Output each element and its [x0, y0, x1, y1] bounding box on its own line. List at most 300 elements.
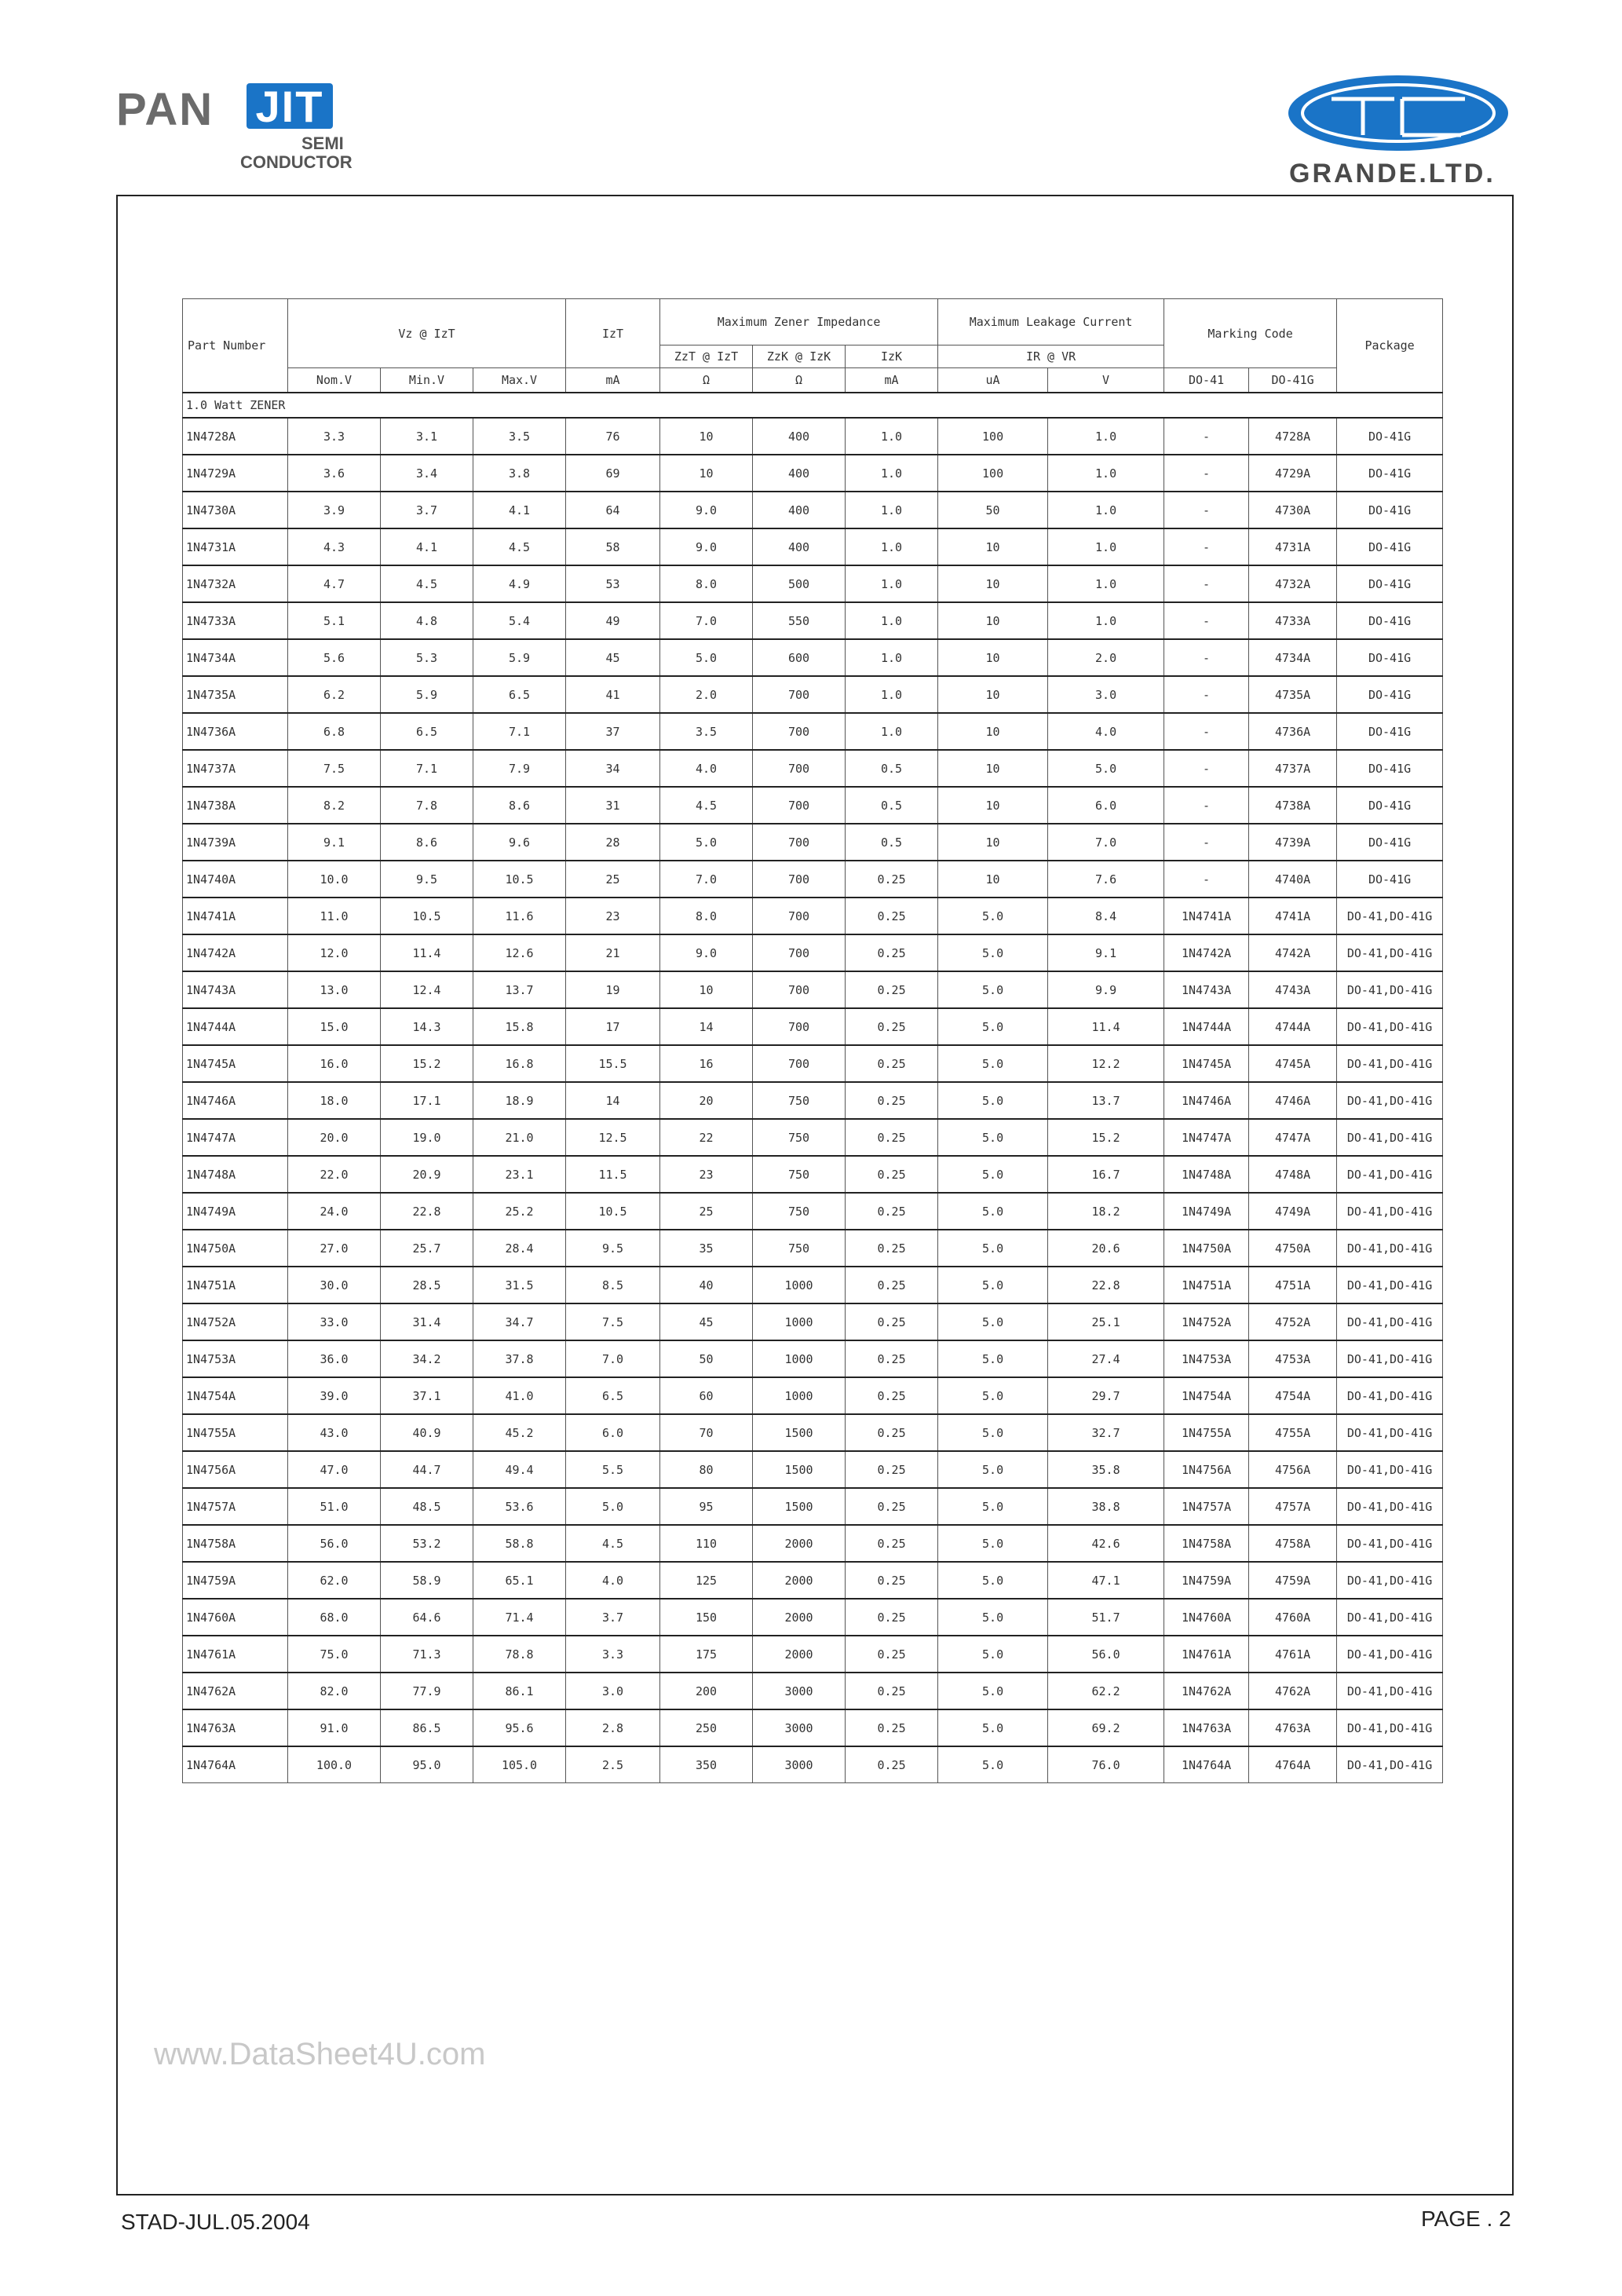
cell-vr: 29.7 — [1048, 1377, 1164, 1414]
footer-date: STAD-JUL.05.2004 — [121, 2210, 310, 2234]
cell-marking-do41g: 4752A — [1249, 1303, 1337, 1340]
cell-max-v: 15.8 — [473, 1008, 566, 1045]
cell-package: DO-41G — [1337, 602, 1443, 639]
cell-part-number: 1N4744A — [183, 1008, 288, 1045]
cell-vr: 1.0 — [1048, 528, 1164, 565]
cell-min-v: 6.5 — [381, 713, 473, 750]
header-do41: DO-41 — [1164, 368, 1249, 393]
cell-marking-do41g: 4733A — [1249, 602, 1337, 639]
cell-marking-do41g: 4756A — [1249, 1451, 1337, 1488]
cell-zzk: 1000 — [753, 1267, 846, 1303]
cell-marking-do41g: 4737A — [1249, 750, 1337, 787]
cell-nom-v: 39.0 — [288, 1377, 381, 1414]
cell-ir: 10 — [938, 787, 1048, 824]
cell-vr: 35.8 — [1048, 1451, 1164, 1488]
cell-package: DO-41G — [1337, 455, 1443, 492]
cell-izt: 76 — [566, 418, 660, 455]
cell-nom-v: 68.0 — [288, 1599, 381, 1636]
cell-part-number: 1N4750A — [183, 1230, 288, 1267]
cell-zzk: 1000 — [753, 1303, 846, 1340]
cell-package: DO-41,DO-41G — [1337, 1488, 1443, 1525]
cell-max-v: 3.5 — [473, 418, 566, 455]
cell-min-v: 3.1 — [381, 418, 473, 455]
cell-max-v: 5.4 — [473, 602, 566, 639]
cell-package: DO-41,DO-41G — [1337, 1636, 1443, 1673]
cell-nom-v: 5.6 — [288, 639, 381, 676]
cell-zzk: 400 — [753, 455, 846, 492]
table-row — [183, 1193, 1443, 1230]
cell-min-v: 15.2 — [381, 1045, 473, 1082]
cell-zzt: 10 — [660, 418, 753, 455]
cell-package: DO-41,DO-41G — [1337, 1008, 1443, 1045]
cell-package: DO-41,DO-41G — [1337, 1451, 1443, 1488]
cell-package: DO-41,DO-41G — [1337, 1562, 1443, 1599]
cell-vr: 27.4 — [1048, 1340, 1164, 1377]
cell-min-v: 95.0 — [381, 1746, 473, 1783]
cell-marking-do41g: 4747A — [1249, 1119, 1337, 1156]
cell-izk: 1.0 — [846, 565, 938, 602]
cell-max-v: 31.5 — [473, 1267, 566, 1303]
cell-zzk: 700 — [753, 861, 846, 898]
cell-izt: 14 — [566, 1082, 660, 1119]
cell-max-v: 105.0 — [473, 1746, 566, 1783]
cell-vr: 18.2 — [1048, 1193, 1164, 1230]
cell-ir: 10 — [938, 565, 1048, 602]
cell-ir: 10 — [938, 861, 1048, 898]
cell-izk: 0.25 — [846, 1119, 938, 1156]
cell-max-v: 13.7 — [473, 971, 566, 1008]
cell-package: DO-41G — [1337, 824, 1443, 861]
cell-marking-do41: 1N4747A — [1164, 1119, 1249, 1156]
cell-ir: 5.0 — [938, 1414, 1048, 1451]
cell-max-v: 49.4 — [473, 1451, 566, 1488]
cell-marking-do41g: 4764A — [1249, 1746, 1337, 1783]
table-row — [183, 1562, 1443, 1599]
cell-max-v: 7.9 — [473, 750, 566, 787]
cell-marking-do41g: 4742A — [1249, 934, 1337, 971]
cell-max-v: 6.5 — [473, 676, 566, 713]
cell-min-v: 37.1 — [381, 1377, 473, 1414]
cell-zzt: 20 — [660, 1082, 753, 1119]
header-do41g: DO-41G — [1249, 368, 1337, 393]
cell-izt: 4.0 — [566, 1562, 660, 1599]
header-part-number: Part Number — [183, 299, 288, 393]
cell-marking-do41: - — [1164, 528, 1249, 565]
cell-zzt: 3.5 — [660, 713, 753, 750]
cell-marking-do41: 1N4753A — [1164, 1340, 1249, 1377]
cell-izk: 0.25 — [846, 1303, 938, 1340]
cell-zzk: 2000 — [753, 1525, 846, 1562]
cell-izt: 2.5 — [566, 1746, 660, 1783]
cell-izk: 0.25 — [846, 1746, 938, 1783]
cell-max-v: 58.8 — [473, 1525, 566, 1562]
cell-vr: 51.7 — [1048, 1599, 1164, 1636]
cell-max-v: 25.2 — [473, 1193, 566, 1230]
cell-package: DO-41,DO-41G — [1337, 971, 1443, 1008]
cell-zzk: 700 — [753, 1045, 846, 1082]
cell-izk: 1.0 — [846, 676, 938, 713]
cell-marking-do41g: 4755A — [1249, 1414, 1337, 1451]
cell-ir: 5.0 — [938, 1636, 1048, 1673]
cell-part-number: 1N4732A — [183, 565, 288, 602]
cell-min-v: 9.5 — [381, 861, 473, 898]
table-row — [183, 1340, 1443, 1377]
table-row — [183, 1045, 1443, 1082]
cell-zzk: 1500 — [753, 1414, 846, 1451]
cell-nom-v: 13.0 — [288, 971, 381, 1008]
cell-min-v: 3.7 — [381, 492, 473, 528]
cell-zzt: 150 — [660, 1599, 753, 1636]
cell-min-v: 25.7 — [381, 1230, 473, 1267]
cell-izt: 34 — [566, 750, 660, 787]
cell-package: DO-41,DO-41G — [1337, 1673, 1443, 1709]
cell-part-number: 1N4739A — [183, 824, 288, 861]
cell-nom-v: 43.0 — [288, 1414, 381, 1451]
cell-nom-v: 62.0 — [288, 1562, 381, 1599]
cell-izt: 15.5 — [566, 1045, 660, 1082]
cell-izt: 5.5 — [566, 1451, 660, 1488]
cell-marking-do41: 1N4748A — [1164, 1156, 1249, 1193]
cell-izk: 1.0 — [846, 455, 938, 492]
cell-marking-do41g: 4739A — [1249, 824, 1337, 861]
cell-part-number: 1N4729A — [183, 455, 288, 492]
cell-max-v: 78.8 — [473, 1636, 566, 1673]
cell-vr: 15.2 — [1048, 1119, 1164, 1156]
cell-nom-v: 3.3 — [288, 418, 381, 455]
cell-vr: 7.0 — [1048, 824, 1164, 861]
cell-part-number: 1N4759A — [183, 1562, 288, 1599]
cell-nom-v: 8.2 — [288, 787, 381, 824]
header-zzt: ZzT @ IzT — [660, 345, 753, 368]
cell-zzk: 2000 — [753, 1599, 846, 1636]
cell-min-v: 71.3 — [381, 1636, 473, 1673]
cell-marking-do41g: 4753A — [1249, 1340, 1337, 1377]
cell-part-number: 1N4740A — [183, 861, 288, 898]
panjit-logo — [116, 79, 352, 173]
cell-izt: 41 — [566, 676, 660, 713]
cell-marking-do41: 1N4758A — [1164, 1525, 1249, 1562]
cell-izt: 31 — [566, 787, 660, 824]
header-leakage-group: Maximum Leakage Current — [938, 299, 1164, 345]
cell-package: DO-41,DO-41G — [1337, 1267, 1443, 1303]
table-row — [183, 1709, 1443, 1746]
cell-izk: 0.25 — [846, 1267, 938, 1303]
cell-package: DO-41G — [1337, 713, 1443, 750]
header-unit-ohm-2: Ω — [753, 368, 846, 393]
cell-izk: 0.25 — [846, 1156, 938, 1193]
table-row — [183, 602, 1443, 639]
cell-nom-v: 22.0 — [288, 1156, 381, 1193]
cell-izk: 1.0 — [846, 639, 938, 676]
cell-izt: 28 — [566, 824, 660, 861]
cell-zzk: 1000 — [753, 1340, 846, 1377]
cell-marking-do41g: 4741A — [1249, 898, 1337, 934]
cell-part-number: 1N4733A — [183, 602, 288, 639]
cell-ir: 5.0 — [938, 1377, 1048, 1414]
cell-izt: 6.5 — [566, 1377, 660, 1414]
cell-package: DO-41,DO-41G — [1337, 1303, 1443, 1340]
cell-max-v: 10.5 — [473, 861, 566, 898]
zener-spec-table — [182, 298, 1443, 1783]
cell-vr: 1.0 — [1048, 565, 1164, 602]
cell-izt: 23 — [566, 898, 660, 934]
logo-jit-text: JIT — [247, 83, 333, 129]
cell-part-number: 1N4761A — [183, 1636, 288, 1673]
cell-zzk: 750 — [753, 1156, 846, 1193]
cell-max-v: 18.9 — [473, 1082, 566, 1119]
cell-zzk: 700 — [753, 787, 846, 824]
cell-izk: 0.25 — [846, 1636, 938, 1673]
cell-nom-v: 91.0 — [288, 1709, 381, 1746]
cell-izt: 10.5 — [566, 1193, 660, 1230]
cell-nom-v: 100.0 — [288, 1746, 381, 1783]
cell-zzk: 550 — [753, 602, 846, 639]
cell-izk: 0.25 — [846, 934, 938, 971]
cell-ir: 5.0 — [938, 1008, 1048, 1045]
cell-izk: 0.25 — [846, 1562, 938, 1599]
header-unit-ma-2: mA — [846, 368, 938, 393]
cell-vr: 5.0 — [1048, 750, 1164, 787]
cell-marking-do41g: 4761A — [1249, 1636, 1337, 1673]
cell-zzk: 750 — [753, 1119, 846, 1156]
cell-min-v: 5.9 — [381, 676, 473, 713]
cell-part-number: 1N4755A — [183, 1414, 288, 1451]
cell-package: DO-41,DO-41G — [1337, 1156, 1443, 1193]
cell-min-v: 58.9 — [381, 1562, 473, 1599]
cell-ir: 5.0 — [938, 1673, 1048, 1709]
cell-marking-do41g: 4729A — [1249, 455, 1337, 492]
cell-izk: 0.25 — [846, 1377, 938, 1414]
cell-min-v: 7.8 — [381, 787, 473, 824]
cell-zzt: 200 — [660, 1673, 753, 1709]
cell-vr: 9.9 — [1048, 971, 1164, 1008]
cell-marking-do41g: 4736A — [1249, 713, 1337, 750]
cell-part-number: 1N4728A — [183, 418, 288, 455]
cell-zzt: 60 — [660, 1377, 753, 1414]
cell-part-number: 1N4752A — [183, 1303, 288, 1340]
cell-izt: 3.0 — [566, 1673, 660, 1709]
cell-nom-v: 10.0 — [288, 861, 381, 898]
cell-vr: 9.1 — [1048, 934, 1164, 971]
table-row — [183, 639, 1443, 676]
header-unit-v: V — [1048, 368, 1164, 393]
cell-ir: 5.0 — [938, 1451, 1048, 1488]
cell-min-v: 48.5 — [381, 1488, 473, 1525]
cell-part-number: 1N4747A — [183, 1119, 288, 1156]
cell-marking-do41: - — [1164, 565, 1249, 602]
cell-marking-do41g: 4746A — [1249, 1082, 1337, 1119]
cell-vr: 3.0 — [1048, 676, 1164, 713]
cell-marking-do41: 1N4754A — [1164, 1377, 1249, 1414]
cell-ir: 100 — [938, 455, 1048, 492]
cell-max-v: 11.6 — [473, 898, 566, 934]
cell-package: DO-41G — [1337, 492, 1443, 528]
cell-vr: 62.2 — [1048, 1673, 1164, 1709]
cell-nom-v: 51.0 — [288, 1488, 381, 1525]
cell-vr: 22.8 — [1048, 1267, 1164, 1303]
cell-marking-do41g: 4760A — [1249, 1599, 1337, 1636]
cell-max-v: 34.7 — [473, 1303, 566, 1340]
cell-max-v: 86.1 — [473, 1673, 566, 1709]
cell-package: DO-41,DO-41G — [1337, 1082, 1443, 1119]
cell-package: DO-41,DO-41G — [1337, 934, 1443, 971]
cell-vr: 8.4 — [1048, 898, 1164, 934]
cell-marking-do41: 1N4751A — [1164, 1267, 1249, 1303]
cell-ir: 10 — [938, 602, 1048, 639]
cell-min-v: 64.6 — [381, 1599, 473, 1636]
cell-ir: 5.0 — [938, 898, 1048, 934]
cell-zzt: 23 — [660, 1156, 753, 1193]
cell-zzt: 70 — [660, 1414, 753, 1451]
cell-zzk: 1000 — [753, 1377, 846, 1414]
cell-part-number: 1N4758A — [183, 1525, 288, 1562]
table-row — [183, 1230, 1443, 1267]
cell-zzk: 700 — [753, 750, 846, 787]
cell-part-number: 1N4754A — [183, 1377, 288, 1414]
cell-marking-do41g: 4757A — [1249, 1488, 1337, 1525]
cell-min-v: 22.8 — [381, 1193, 473, 1230]
cell-ir: 50 — [938, 492, 1048, 528]
cell-izt: 21 — [566, 934, 660, 971]
cell-part-number: 1N4735A — [183, 676, 288, 713]
cell-marking-do41: 1N4744A — [1164, 1008, 1249, 1045]
cell-ir: 5.0 — [938, 934, 1048, 971]
cell-ir: 10 — [938, 528, 1048, 565]
cell-zzt: 2.0 — [660, 676, 753, 713]
header-zzk: ZzK @ IzK — [753, 345, 846, 368]
cell-min-v: 12.4 — [381, 971, 473, 1008]
cell-marking-do41g: 4759A — [1249, 1562, 1337, 1599]
cell-izt: 4.5 — [566, 1525, 660, 1562]
cell-nom-v: 36.0 — [288, 1340, 381, 1377]
cell-zzt: 35 — [660, 1230, 753, 1267]
cell-min-v: 31.4 — [381, 1303, 473, 1340]
cell-ir: 5.0 — [938, 1193, 1048, 1230]
cell-nom-v: 4.7 — [288, 565, 381, 602]
table-row — [183, 1525, 1443, 1562]
cell-marking-do41: 1N4749A — [1164, 1193, 1249, 1230]
cell-vr: 42.6 — [1048, 1525, 1164, 1562]
cell-nom-v: 3.9 — [288, 492, 381, 528]
cell-zzt: 7.0 — [660, 602, 753, 639]
cell-nom-v: 33.0 — [288, 1303, 381, 1340]
cell-zzk: 2000 — [753, 1636, 846, 1673]
cell-vr: 7.6 — [1048, 861, 1164, 898]
cell-max-v: 3.8 — [473, 455, 566, 492]
cell-vr: 1.0 — [1048, 492, 1164, 528]
cell-marking-do41g: 4763A — [1249, 1709, 1337, 1746]
cell-part-number: 1N4734A — [183, 639, 288, 676]
cell-zzt: 10 — [660, 971, 753, 1008]
cell-izt: 69 — [566, 455, 660, 492]
table-row — [183, 455, 1443, 492]
cell-package: DO-41,DO-41G — [1337, 1414, 1443, 1451]
cell-vr: 16.7 — [1048, 1156, 1164, 1193]
cell-part-number: 1N4757A — [183, 1488, 288, 1525]
cell-izk: 0.25 — [846, 1045, 938, 1082]
cell-izk: 0.5 — [846, 787, 938, 824]
cell-izk: 0.25 — [846, 1488, 938, 1525]
cell-vr: 76.0 — [1048, 1746, 1164, 1783]
section-label: 1.0 Watt ZENER — [183, 393, 1443, 418]
cell-max-v: 12.6 — [473, 934, 566, 971]
cell-nom-v: 27.0 — [288, 1230, 381, 1267]
cell-ir: 10 — [938, 750, 1048, 787]
cell-part-number: 1N4763A — [183, 1709, 288, 1746]
cell-izt: 19 — [566, 971, 660, 1008]
cell-marking-do41: - — [1164, 713, 1249, 750]
cell-package: DO-41,DO-41G — [1337, 1193, 1443, 1230]
cell-zzk: 400 — [753, 492, 846, 528]
cell-zzk: 1500 — [753, 1451, 846, 1488]
cell-izt: 64 — [566, 492, 660, 528]
header-max-v: Max.V — [473, 368, 566, 393]
cell-max-v: 41.0 — [473, 1377, 566, 1414]
cell-marking-do41: 1N4755A — [1164, 1414, 1249, 1451]
cell-marking-do41: 1N4762A — [1164, 1673, 1249, 1709]
cell-ir: 5.0 — [938, 1082, 1048, 1119]
cell-marking-do41g: 4732A — [1249, 565, 1337, 602]
cell-package: DO-41,DO-41G — [1337, 1340, 1443, 1377]
cell-marking-do41: - — [1164, 750, 1249, 787]
cell-vr: 11.4 — [1048, 1008, 1164, 1045]
cell-nom-v: 20.0 — [288, 1119, 381, 1156]
cell-ir: 5.0 — [938, 1488, 1048, 1525]
header-impedance-group: Maximum Zener Impedance — [660, 299, 938, 345]
cell-ir: 100 — [938, 418, 1048, 455]
cell-zzt: 25 — [660, 1193, 753, 1230]
cell-ir: 5.0 — [938, 1267, 1048, 1303]
cell-marking-do41g: 4758A — [1249, 1525, 1337, 1562]
cell-marking-do41g: 4744A — [1249, 1008, 1337, 1045]
header-izt: IzT — [566, 299, 660, 368]
cell-part-number: 1N4751A — [183, 1267, 288, 1303]
cell-zzk: 1500 — [753, 1488, 846, 1525]
cell-vr: 1.0 — [1048, 602, 1164, 639]
cell-ir: 5.0 — [938, 1230, 1048, 1267]
header-package: Package — [1337, 299, 1443, 393]
cell-zzk: 750 — [753, 1193, 846, 1230]
cell-marking-do41: - — [1164, 602, 1249, 639]
cell-vr: 25.1 — [1048, 1303, 1164, 1340]
cell-izt: 7.0 — [566, 1340, 660, 1377]
cell-izk: 0.25 — [846, 1673, 938, 1709]
cell-izt: 2.8 — [566, 1709, 660, 1746]
cell-package: DO-41,DO-41G — [1337, 1709, 1443, 1746]
table-row — [183, 824, 1443, 861]
cell-max-v: 8.6 — [473, 787, 566, 824]
cell-min-v: 77.9 — [381, 1673, 473, 1709]
cell-marking-do41g: 4743A — [1249, 971, 1337, 1008]
cell-ir: 5.0 — [938, 1156, 1048, 1193]
cell-zzt: 9.0 — [660, 934, 753, 971]
cell-part-number: 1N4760A — [183, 1599, 288, 1636]
cell-zzt: 250 — [660, 1709, 753, 1746]
logo-conductor-text: CONDUCTOR — [240, 152, 353, 172]
cell-max-v: 28.4 — [473, 1230, 566, 1267]
cell-nom-v: 11.0 — [288, 898, 381, 934]
cell-max-v: 5.9 — [473, 639, 566, 676]
cell-package: DO-41G — [1337, 750, 1443, 787]
cell-part-number: 1N4748A — [183, 1156, 288, 1193]
grande-logo — [1269, 72, 1520, 190]
cell-nom-v: 16.0 — [288, 1045, 381, 1082]
cell-izt: 12.5 — [566, 1119, 660, 1156]
cell-nom-v: 56.0 — [288, 1525, 381, 1562]
cell-marking-do41g: 4749A — [1249, 1193, 1337, 1230]
cell-min-v: 34.2 — [381, 1340, 473, 1377]
watermark: www.DataSheet4U.com — [154, 2037, 486, 2071]
